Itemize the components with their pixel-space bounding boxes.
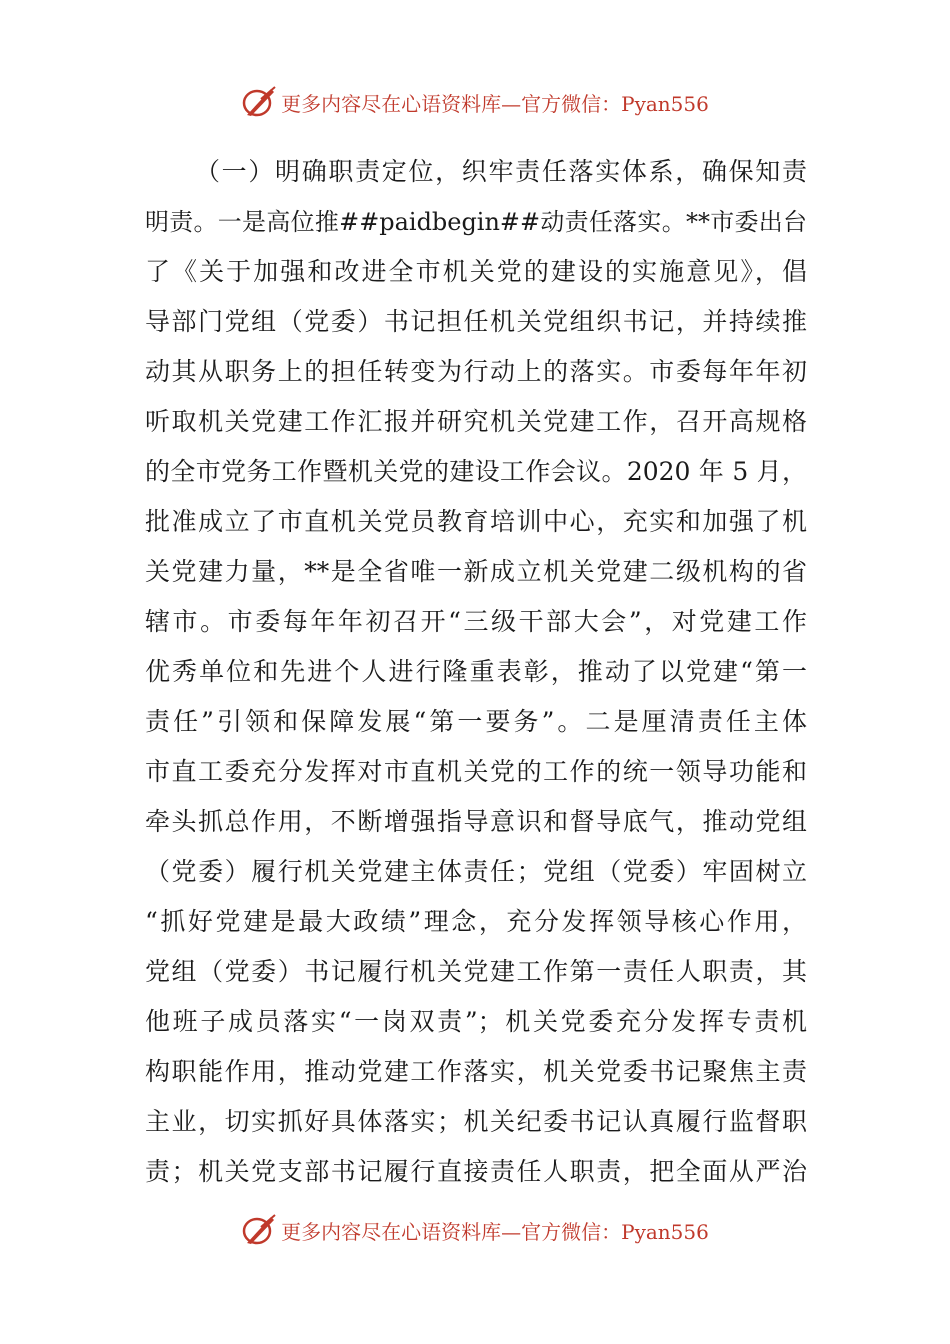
paragraph-line: 构职能作用，推动党建工作落实，机关党委书记聚焦主责 <box>145 1057 807 1086</box>
paragraph-line: 优秀单位和先进个人进行隆重表彰，推动了以党建“第一 <box>145 657 807 686</box>
header-watermark <box>0 82 950 122</box>
paragraph-line: 关党建力量，**是全省唯一新成立机关党建二级机构的省 <box>145 557 807 586</box>
quill-logo-icon <box>241 1213 277 1247</box>
paragraph-line: 了《关于加强和改进全市机关党的建设的实施意见》，倡 <box>145 257 807 286</box>
paragraph-line: 责；机关党支部书记履行直接责任人职责，把全面从严治 <box>145 1157 807 1186</box>
paragraph-line: （党委）履行机关党建主体责任；党组（党委）牢固树立 <box>145 857 807 886</box>
paragraph-line: 批准成立了市直机关党员教育培训中心，充实和加强了机 <box>145 507 807 536</box>
paragraph-line: 听取机关党建工作汇报并研究机关党建工作，召开高规格 <box>145 407 807 436</box>
footer-watermark <box>0 1210 950 1250</box>
quill-logo-icon <box>241 85 277 119</box>
paragraph-line: 党组（党委）书记履行机关党建工作第一责任人职责，其 <box>145 957 807 986</box>
paragraph-line: 主业，切实抓好具体落实；机关纪委书记认真履行监督职 <box>145 1107 807 1136</box>
header-watermark-text: 更多内容尽在心语资料库—官方微信：Pyan556 <box>281 91 709 116</box>
paragraph-line: 市直工委充分发挥对市直机关党的工作的统一领导功能和 <box>145 757 807 786</box>
paragraph-line: 的全市党务工作暨机关党的建设工作会议。2020 年 5 月， <box>145 457 807 486</box>
paragraph-line: 牵头抓总作用，不断增强指导意识和督导底气，推动党组 <box>145 807 807 836</box>
document-body <box>145 147 807 1197</box>
paragraph-line: 责任”引领和保障发展“第一要务”。二是厘清责任主体 <box>145 707 807 736</box>
paragraph-line: 他班子成员落实“一岗双责”；机关党委充分发挥专责机 <box>145 1007 807 1036</box>
footer-watermark-text: 更多内容尽在心语资料库—官方微信：Pyan556 <box>281 1219 709 1244</box>
paragraph-line: 明责。一是高位推##paidbegin##动责任落实。**市委出台 <box>145 208 807 236</box>
paragraph-line: 导部门党组（党委）书记担任机关党组织书记，并持续推 <box>145 307 807 336</box>
paragraph-line: 动其从职务上的担任转变为行动上的落实。市委每年年初 <box>145 357 807 386</box>
paragraph-line: 辖市。市委每年年初召开“三级干部大会”，对党建工作 <box>145 607 807 636</box>
paragraph-line: “抓好党建是最大政绩”理念，充分发挥领导核心作用， <box>145 907 807 936</box>
paragraph-line: （一）明确职责定位，织牢责任落实体系，确保知责 <box>195 157 807 186</box>
